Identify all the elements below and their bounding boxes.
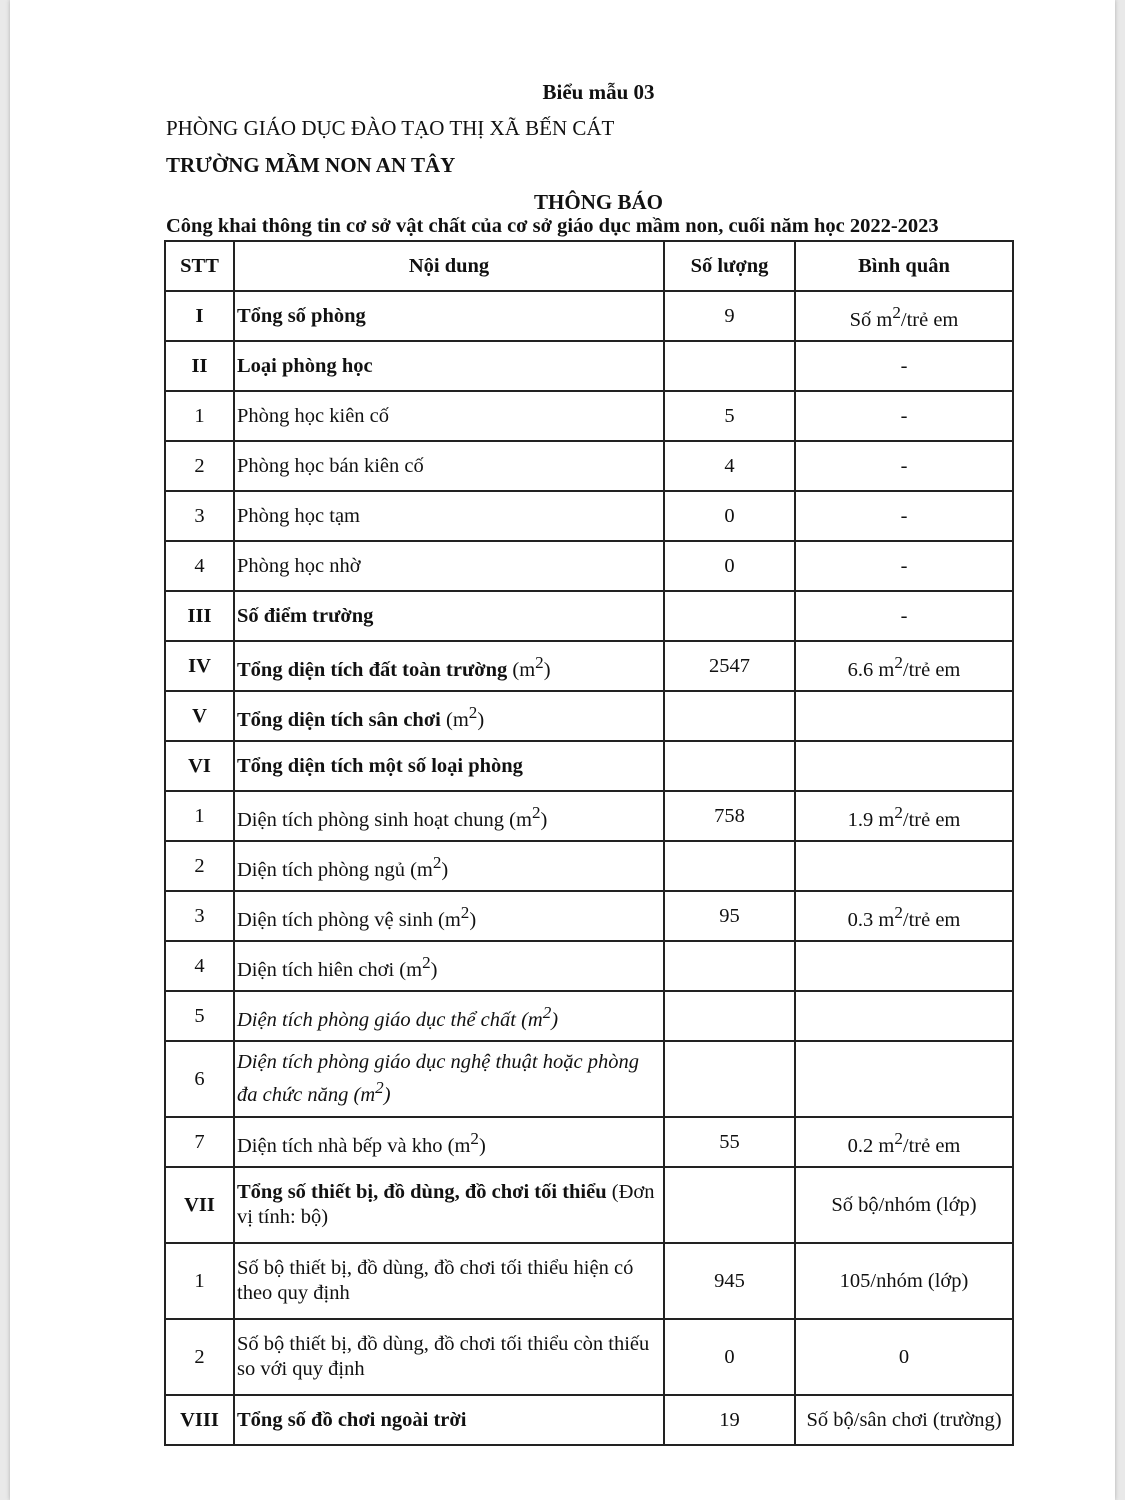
row-average: [795, 691, 1013, 741]
row-stt: 3: [165, 491, 234, 541]
form-number: Biểu mẫu 03: [542, 80, 655, 104]
row-average: 6.6 $m^2$/trẻ em: [795, 641, 1013, 691]
row-stt: II: [165, 341, 234, 391]
row-content: Diện tích phòng vệ $\sinh (m^2)$: [234, 891, 664, 941]
row-average: [795, 1041, 1013, 1117]
table-row: [165, 791, 1013, 841]
table-row: [165, 641, 1013, 691]
table-row: [165, 341, 1013, 391]
table-row: [165, 591, 1013, 641]
row-average: 105/nhóm (lớp): [795, 1243, 1013, 1319]
row-quantity: [664, 341, 795, 391]
row-quantity: 758: [664, 791, 795, 841]
department-name: PHÒNG GIÁO DỤC ĐÀO TẠO THỊ XÃ BẾN CÁT: [166, 116, 615, 140]
row-content: Phòng học nhờ: [234, 541, 664, 591]
table-row: [165, 391, 1013, 441]
row-quantity: 0: [664, 1319, 795, 1395]
table-row: [165, 691, 1013, 741]
row-stt: 2: [165, 841, 234, 891]
row-average: Số bộ/nhóm (lớp): [795, 1167, 1013, 1243]
row-quantity: 2547: [664, 641, 795, 691]
row-content: Diện tích phòng ngủ $(m^2)$: [234, 841, 664, 891]
row-quantity: 945: [664, 1243, 795, 1319]
row-content: Tổng diện tích sân chơi $(m^2)$: [234, 691, 664, 741]
row-content: Diện tích phòng sinh hoạt chung $(m^2)$: [234, 791, 664, 841]
row-stt: 4: [165, 941, 234, 991]
row-quantity: [664, 991, 795, 1041]
table-row: [165, 1167, 1013, 1243]
column-header-quantity: Số lượng: [664, 241, 795, 291]
row-content: Số điểm trường: [234, 591, 664, 641]
row-average: [795, 841, 1013, 891]
table-row: [165, 841, 1013, 891]
table-row: [165, 1041, 1013, 1117]
table-row: [165, 1395, 1013, 1445]
column-header-average: Bình quân: [795, 241, 1013, 291]
table-row: [165, 1243, 1013, 1319]
row-stt: V: [165, 691, 234, 741]
row-average: [795, 941, 1013, 991]
table-row: [165, 991, 1013, 1041]
row-content: Số bộ thiết bị, đồ dùng, đồ chơi tối thiểu hiện có theo quy định: [234, 1243, 664, 1319]
row-content: Phòng học kiên cố: [234, 391, 664, 441]
row-quantity: 4: [664, 441, 795, 491]
row-quantity: [664, 691, 795, 741]
row-quantity: [664, 841, 795, 891]
table-row: [165, 741, 1013, 791]
row-quantity: [664, 941, 795, 991]
row-stt: 6: [165, 1041, 234, 1117]
row-content: Diện tích phòng giáo dục thể chất $(m^2)$: [234, 991, 664, 1041]
row-stt: 1: [165, 391, 234, 441]
row-content: Số bộ thiết bị, đồ dùng, đồ chơi tối thiểu còn thiếu so với quy định: [234, 1319, 664, 1395]
table-row: [165, 291, 1013, 341]
document-page: [10, 0, 1115, 1500]
row-content: Diện tích nhà bếp và kho $(m^2)$: [234, 1117, 664, 1167]
row-quantity: [664, 591, 795, 641]
row-average: Số $m^2$/trẻ em: [795, 291, 1013, 341]
row-quantity: [664, 1167, 795, 1243]
table-header-row: [165, 241, 1013, 291]
row-stt: 1: [165, 1243, 234, 1319]
row-content: Loại phòng học: [234, 341, 664, 391]
notice-title: THÔNG BÁO: [534, 190, 663, 214]
row-quantity: 19: [664, 1395, 795, 1445]
column-header-stt: STT: [165, 241, 234, 291]
table-row: [165, 891, 1013, 941]
row-stt: 2: [165, 441, 234, 491]
row-quantity: 0: [664, 541, 795, 591]
row-average: 0.2 $m^2$/trẻ em: [795, 1117, 1013, 1167]
school-name: TRƯỜNG MẦM NON AN TÂY: [166, 153, 456, 177]
row-quantity: [664, 741, 795, 791]
row-content: Diện tích hiên chơi $(m^2)$: [234, 941, 664, 991]
row-content: Phòng học bán kiên cố: [234, 441, 664, 491]
table-row: [165, 1117, 1013, 1167]
row-content: Tổng diện tích một số loại phòng: [234, 741, 664, 791]
facilities-table: [164, 240, 1014, 1446]
row-stt: 4: [165, 541, 234, 591]
table-row: [165, 491, 1013, 541]
row-stt: 7: [165, 1117, 234, 1167]
row-quantity: [664, 1041, 795, 1117]
row-quantity: 55: [664, 1117, 795, 1167]
row-quantity: 9: [664, 291, 795, 341]
row-quantity: 0: [664, 491, 795, 541]
table-row: [165, 941, 1013, 991]
table-row: [165, 1319, 1013, 1395]
row-average: -: [795, 391, 1013, 441]
row-quantity: 95: [664, 891, 795, 941]
table-row: [165, 541, 1013, 591]
table-row: [165, 441, 1013, 491]
row-stt: IV: [165, 641, 234, 691]
row-average: [795, 991, 1013, 1041]
row-average: Số bộ/sân chơi (trường): [795, 1395, 1013, 1445]
row-average: 0.3 $m^2$/trẻ em: [795, 891, 1013, 941]
row-average: -: [795, 491, 1013, 541]
row-content: Phòng học tạm: [234, 491, 664, 541]
row-content: Tổng số thiết bị, đồ dùng, đồ chơi tối thiểu (Đơn vị tính: bộ): [234, 1167, 664, 1243]
row-quantity: 5: [664, 391, 795, 441]
row-average: [795, 741, 1013, 791]
row-stt: III: [165, 591, 234, 641]
row-stt: 2: [165, 1319, 234, 1395]
row-stt: VIII: [165, 1395, 234, 1445]
row-content: Diện tích phòng giáo dục nghệ thuật hoặc phòng đa chức năng $(m^2)$: [234, 1041, 664, 1117]
row-average: -: [795, 441, 1013, 491]
row-average: 0: [795, 1319, 1013, 1395]
row-content: Tổng diện tích đất toàn trường $(m^2)$: [234, 641, 664, 691]
row-content: Tổng số phòng: [234, 291, 664, 341]
row-average: -: [795, 541, 1013, 591]
row-stt: 3: [165, 891, 234, 941]
row-average: 1.9 $m^2$/trẻ em: [795, 791, 1013, 841]
row-stt: I: [165, 291, 234, 341]
row-stt: VI: [165, 741, 234, 791]
row-average: -: [795, 341, 1013, 391]
row-content: Tổng số đồ chơi ngoài trời: [234, 1395, 664, 1445]
row-stt: 1: [165, 791, 234, 841]
notice-subtitle: Công khai thông tin cơ sở vật chất của cơ sở giáo dục mầm non, cuối năm học 2022-2023: [166, 215, 939, 237]
row-stt: VII: [165, 1167, 234, 1243]
column-header-content: Nội dung: [234, 241, 664, 291]
row-stt: 5: [165, 991, 234, 1041]
row-average: -: [795, 591, 1013, 641]
